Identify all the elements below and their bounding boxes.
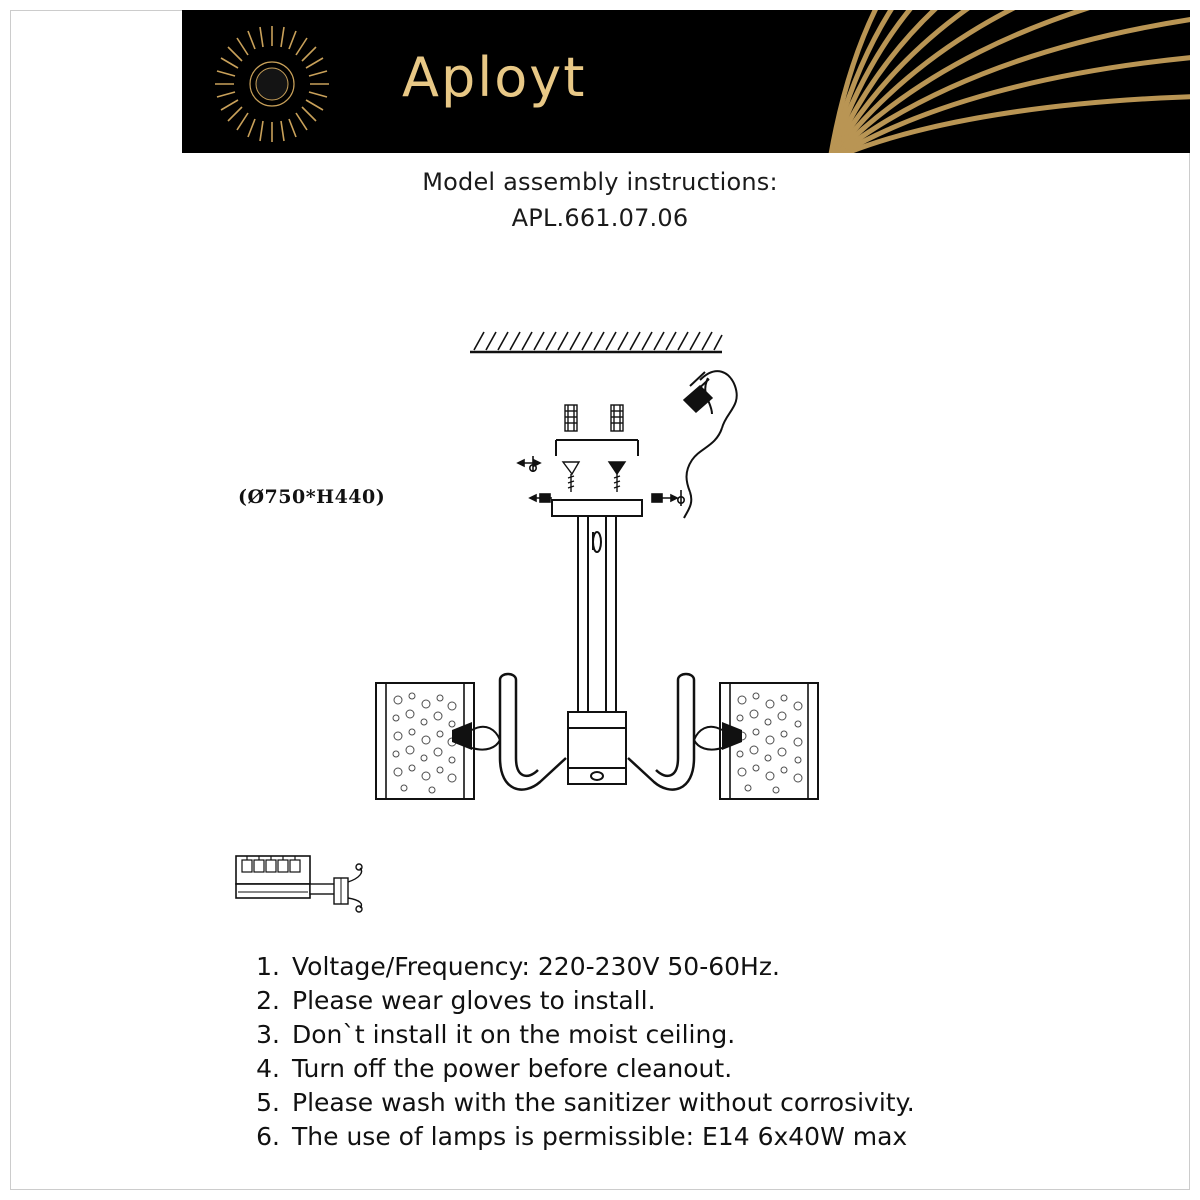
dimension-label: (Ø750*H440) [238, 486, 386, 508]
mounting-bracket-icon [556, 440, 638, 456]
list-item [238, 1018, 1088, 1052]
terminal-block-icon [228, 848, 388, 928]
list-item-number: 3. [256, 1020, 280, 1049]
lamp-body-icon [568, 712, 626, 784]
list-item-text: Please wear gloves to install. [292, 986, 656, 1015]
brand-name: Aployt [402, 46, 587, 109]
list-item-text: The use of lamps is permissible: E14 6x40W max [292, 1122, 908, 1151]
list-item-number: 4. [256, 1054, 280, 1083]
sunburst-icon [212, 24, 332, 144]
wall-anchor-icon [565, 405, 623, 431]
title-line-1: Model assembly instructions: [422, 168, 778, 196]
model-code: APL.661.07.06 [511, 204, 689, 232]
screw-icon [563, 462, 625, 492]
list-item-text: Please wash with the sanitizer without corrosivity. [292, 1088, 915, 1117]
list-item-text: Turn off the power before cleanout. [292, 1054, 733, 1083]
hatched-ceiling-icon [470, 332, 722, 352]
support-rod-icon [578, 516, 616, 716]
list-item [238, 984, 1088, 1018]
list-item [238, 1120, 1088, 1154]
list-item-text: Don`t install it on the moist ceiling. [292, 1020, 736, 1049]
list-item-text: Voltage/Frequency: 220-230V 50-60Hz. [292, 952, 780, 981]
list-item [238, 950, 1088, 984]
alignment-marks [518, 456, 684, 506]
cable-connector-icon [684, 386, 712, 412]
list-item [238, 1086, 1088, 1120]
assembly-diagram [0, 260, 1200, 940]
fan-rays-icon [800, 10, 1190, 153]
canopy-icon [552, 500, 642, 516]
crystal-shade-icon [694, 683, 818, 799]
list-item [238, 1052, 1088, 1086]
header-banner [182, 10, 1190, 153]
list-item-number: 2. [256, 986, 280, 1015]
list-item-number: 6. [256, 1122, 280, 1151]
list-item-number: 1. [256, 952, 280, 981]
instructions-list [238, 950, 1088, 1154]
page-title [0, 168, 1200, 232]
crystal-shade-icon [376, 683, 500, 799]
list-item-number: 5. [256, 1088, 280, 1117]
